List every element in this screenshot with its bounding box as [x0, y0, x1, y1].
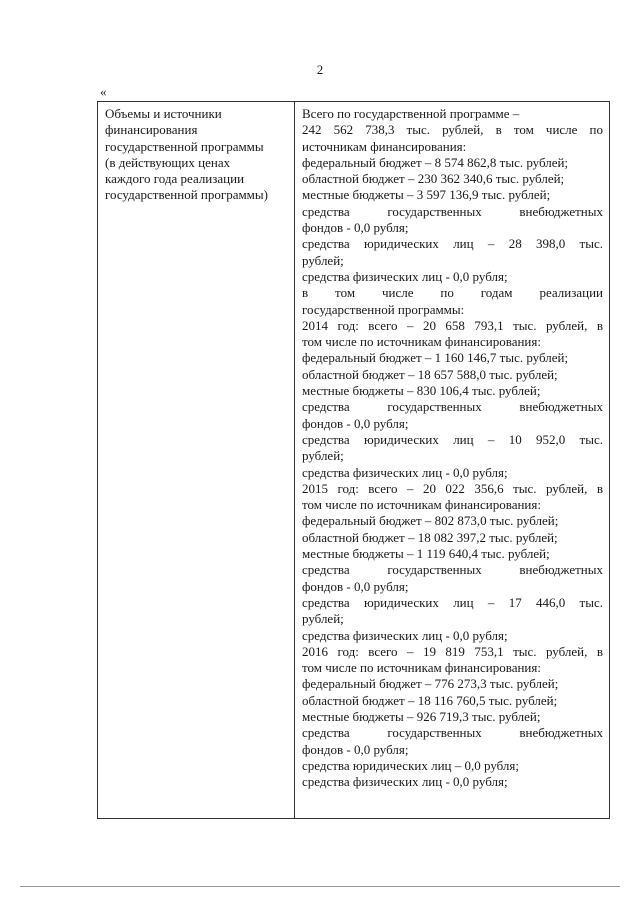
- funding-line: федеральный бюджет – 776 273,3 тыс. рублей;: [302, 676, 559, 692]
- page-number: 2: [316, 62, 324, 77]
- funding-line: том числе по источникам финансирования:: [302, 497, 541, 513]
- funding-line: средства физических лиц - 0,0 рубля;: [302, 774, 508, 790]
- funding-line: федеральный бюджет – 8 574 862,8 тыс. рублей;: [302, 154, 569, 170]
- funding-total-line: Всего по государственной программе –: [302, 106, 520, 121]
- funding-line: областной бюджет – 18 082 397,2 тыс. рублей;: [302, 529, 558, 545]
- label-line: Объемы и источники: [105, 106, 222, 121]
- funding-line: средства юридических лиц – 10 952,0 тыс.: [302, 431, 603, 447]
- funding-line: рублей;: [302, 252, 344, 268]
- funding-line: средства юридических лиц – 0,0 рубля;: [302, 757, 520, 773]
- funding-line: рублей;: [302, 448, 344, 464]
- funding-line: средства государственных внебюджетных: [302, 399, 603, 415]
- funding-line: средства юридических лиц – 28 398,0 тыс.: [302, 236, 603, 252]
- funding-line: средства государственных внебюджетных: [302, 725, 603, 741]
- year-2016-total-line: 2016 год: всего – 19 819 753,1 тыс. рублей, в: [302, 643, 603, 659]
- funding-line: областной бюджет – 18 657 588,0 тыс. рублей;: [302, 366, 558, 382]
- funding-details-cell: [295, 102, 609, 818]
- funding-line: государственной программы:: [302, 301, 465, 317]
- funding-total-amount-line: 242 562 738,3 тыс. рублей, в том числе по: [302, 122, 603, 138]
- funding-line: средства физических лиц - 0,0 рубля;: [302, 464, 508, 480]
- funding-label-cell: [98, 102, 295, 818]
- label-line: финансирования: [105, 122, 198, 138]
- funding-line: федеральный бюджет – 802 873,0 тыс. рублей;: [302, 513, 559, 529]
- funding-line: средства физических лиц - 0,0 рубля;: [302, 627, 508, 643]
- funding-line: местные бюджеты – 1 119 640,4 тыс. рублей;: [302, 546, 550, 562]
- funding-line: фондов - 0,0 рубля;: [302, 415, 409, 431]
- funding-line: средства государственных внебюджетных: [302, 562, 603, 578]
- year-2014-total-line: 2014 год: всего – 20 658 793,1 тыс. рублей, в: [302, 317, 603, 333]
- funding-line: средства физических лиц - 0,0 рубля;: [302, 268, 508, 284]
- funding-line: средства государственных внебюджетных: [302, 203, 603, 219]
- funding-line: федеральный бюджет – 1 160 146,7 тыс. рублей;: [302, 350, 569, 366]
- funding-line: областной бюджет – 230 362 340,6 тыс. рублей;: [302, 171, 565, 187]
- funding-by-year-heading: в том числе по годам реализации: [302, 285, 603, 301]
- funding-line: рублей;: [302, 611, 344, 627]
- label-line: государственной программы: [105, 138, 264, 154]
- funding-line: местные бюджеты – 830 106,4 тыс. рублей;: [302, 383, 541, 399]
- funding-line: фондов - 0,0 рубля;: [302, 741, 409, 757]
- funding-line: фондов - 0,0 рубля;: [302, 220, 409, 236]
- opening-quote-mark: «: [100, 84, 107, 99]
- funding-line: областной бюджет – 18 116 760,5 тыс. рублей;: [302, 692, 558, 708]
- year-2015-total-line: 2015 год: всего – 20 022 356,6 тыс. рублей, в: [302, 480, 603, 496]
- funding-line: том числе по источникам финансирования:: [302, 660, 541, 676]
- funding-line: фондов - 0,0 рубля;: [302, 578, 409, 594]
- funding-table: [97, 101, 610, 819]
- funding-line: источникам финансирования:: [302, 138, 467, 154]
- label-line: каждого года реализации: [105, 171, 245, 187]
- page-bottom-rule: [20, 886, 620, 887]
- funding-line: местные бюджеты – 3 597 136,9 тыс. рублей;: [302, 187, 551, 203]
- label-line: государственной программы): [105, 187, 268, 203]
- funding-line: том числе по источникам финансирования:: [302, 334, 541, 350]
- funding-line: средства юридических лиц – 17 446,0 тыс.: [302, 594, 603, 610]
- label-line: (в действующих ценах: [105, 154, 231, 170]
- funding-line: местные бюджеты – 926 719,3 тыс. рублей;: [302, 708, 541, 724]
